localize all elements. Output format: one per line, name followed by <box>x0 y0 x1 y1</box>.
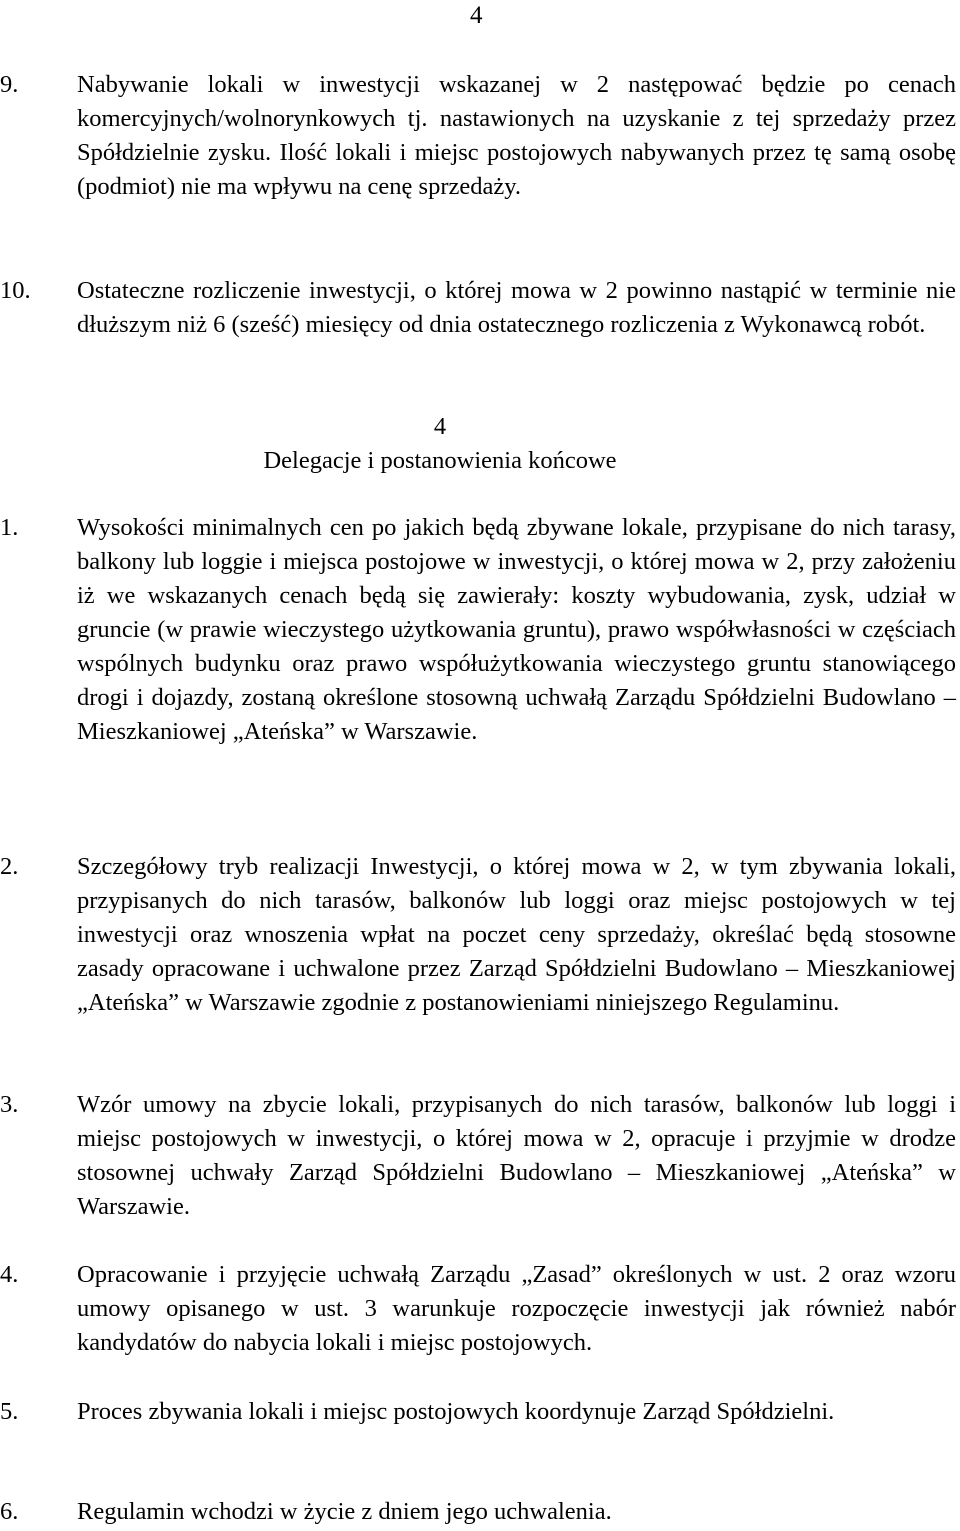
item-text: Ostateczne rozliczenie inwestycji, o której mowa w 2 powinno nastąpić w terminie nie dłuższym niż 6 (sześć) miesięcy od dnia ostatecznego rozliczenia z Wykonawcą robót. <box>77 277 956 338</box>
item-text: Wzór umowy na zbycie lokali, przypisanych do nich tarasów, balkonów lub loggi i miejsc postojowych w inwestycji, o której mowa w 2, opracuje i przyjmie w drodze stosownej uchwały Zarząd Spółdzielni Budowlano – Mieszkaniowej „Ateńska” w Warszawie. <box>77 1091 956 1220</box>
item-number: 1. <box>0 514 19 541</box>
item-text: Proces zbywania lokali i miejsc postojowych koordynuje Zarząd Spółdzielni. <box>77 1398 835 1425</box>
item-number: 9. <box>0 71 19 98</box>
item-number: 5. <box>0 1398 19 1425</box>
section-number: 4 <box>433 413 447 440</box>
item-text: Regulamin wchodzi w życie z dniem jego uchwalenia. <box>77 1498 612 1525</box>
section-title: Delegacje i postanowienia końcowe <box>263 447 617 474</box>
item-number: 2. <box>0 853 19 880</box>
page-number: 4 <box>470 2 483 29</box>
item-number: 10. <box>0 277 31 304</box>
item-number: 4. <box>0 1261 19 1288</box>
item-text: Wysokości minimalnych cen po jakich będą zbywane lokale, przypisane do nich tarasy, balkony lub loggie i miejsca postojowe w inwestycji, o której mowa w 2, przy założeniu iż we wskazanych cenach będą się zawierały: koszty wybudowania, zysk, udział w gruncie (w prawie wieczystego użytkowania gruntu), prawo współwłasności w częściach wspólnych budynku oraz prawo współużytkowania wieczystego gruntu stanowiącego drogi i dojazdy, zostaną określone stosowną uchwałą Zarządu Spółdzielni Budowlano – Mieszkaniowej „Ateńska” w Warszawie. <box>77 514 956 745</box>
item-number: 6. <box>0 1498 19 1525</box>
item-text: Szczegółowy tryb realizacji Inwestycji, o której mowa w 2, w tym zbywania lokali, przypisanych do nich tarasów, balkonów lub loggi oraz miejsc postojowych w tej inwestycji oraz wnoszenia wpłat na poczet ceny sprzedaży, określać będą stosowne zasady opracowane i uchwalone przez Zarząd Spółdzielni Budowlano – Mieszkaniowej „Ateńska” w Warszawie zgodnie z postanowieniami niniejszego Regulaminu. <box>77 853 956 1016</box>
item-text: Nabywanie lokali w inwestycji wskazanej w 2 następować będzie po cenach komercyjnych/wolnorynkowych tj. nastawionych na uzyskanie z tej sprzedaży przez Spółdzielnie zysku. Ilość lokali i miejsc postojowych nabywanych przez tę samą osobę (podmiot) nie ma wpływu na cenę sprzedaży. <box>77 71 956 200</box>
item-number: 3. <box>0 1091 19 1118</box>
item-text: Opracowanie i przyjęcie uchwałą Zarządu „Zasad” określonych w ust. 2 oraz wzoru umowy opisanego w ust. 3 warunkuje rozpoczęcie inwestycji jak również nabór kandydatów do nabycia lokali i miejsc postojowych. <box>77 1261 956 1356</box>
